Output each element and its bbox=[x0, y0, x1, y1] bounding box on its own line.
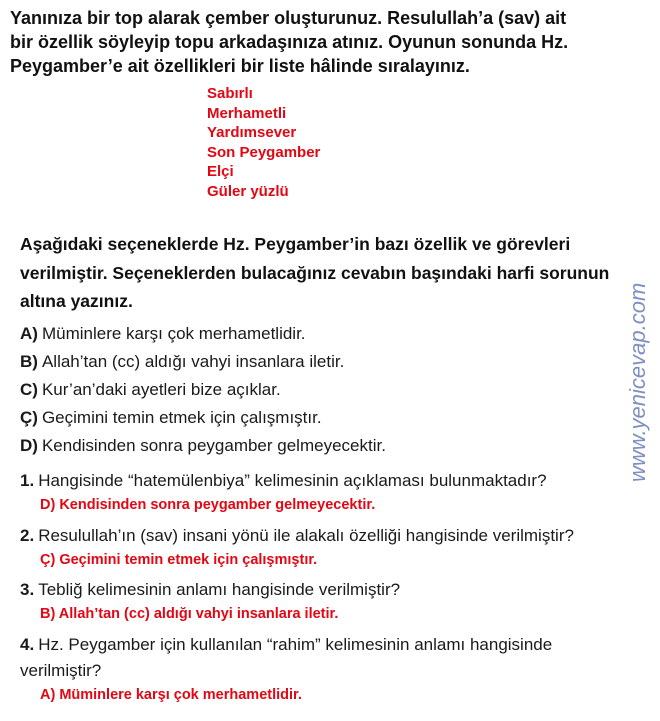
option-item bbox=[20, 432, 386, 460]
options-list bbox=[20, 320, 386, 460]
question-number: 4. bbox=[20, 635, 35, 654]
option-item bbox=[20, 348, 386, 376]
trait-item: Güler yüzlü bbox=[207, 182, 289, 200]
question-text: Hz. Peygamber için kullanılan “rahim” kelimesinin anlamı hangisinde verilmiştir? bbox=[20, 635, 553, 680]
trait-item: Merhametli bbox=[207, 104, 287, 122]
question-1 bbox=[20, 468, 615, 516]
question-number: 3. bbox=[20, 580, 35, 599]
question-3 bbox=[20, 577, 615, 625]
traits-list bbox=[207, 84, 320, 201]
question-number: 2. bbox=[20, 526, 35, 545]
option-text: Kur’an’daki ayetleri bize açıklar. bbox=[41, 380, 281, 399]
option-letter: C) bbox=[20, 380, 38, 399]
option-text: Geçimini temin etmek için çalışmıştır. bbox=[41, 408, 322, 427]
option-item bbox=[20, 376, 386, 404]
trait-item: Elçi bbox=[207, 163, 234, 180]
question-number: 1. bbox=[20, 471, 35, 490]
task-instructions: Aşağıdaki seçeneklerde Hz. Peygamber’in bazı özellik ve görevleri verilmiştir. Seçeneklerden bulacağınız cevabın başındaki harfi sorunun altına yazınız. bbox=[20, 234, 610, 311]
question-text: Hangisinde “hatemülenbiya” kelimesinin açıklaması bulunmaktadır? bbox=[38, 471, 547, 490]
option-item bbox=[20, 320, 386, 348]
option-letter: D) bbox=[20, 436, 38, 455]
question-2 bbox=[20, 523, 615, 571]
question-4 bbox=[20, 632, 615, 706]
watermark-text: www.yenicevap.com bbox=[625, 282, 650, 482]
trait-item: Sabırlı bbox=[207, 85, 253, 102]
watermark bbox=[620, 250, 656, 485]
question-text: Tebliğ kelimesinin anlamı hangisinde verilmiştir? bbox=[38, 580, 401, 599]
question-answer: D) Kendisinden sonra peygamber gelmeyecektir. bbox=[40, 497, 376, 513]
option-item bbox=[20, 404, 386, 432]
trait-item: Yardımsever bbox=[207, 124, 297, 141]
option-text: Müminlere karşı çok merhametlidir. bbox=[41, 324, 306, 343]
option-letter: B) bbox=[20, 352, 38, 371]
question-answer: A) Müminlere karşı çok merhametlidir. bbox=[40, 687, 302, 703]
intro-paragraph: Yanınıza bir top alarak çember oluşturunuz. Resulullah’a (sav) ait bir özellik söyleyip topu arkadaşınıza atınız. Oyunun sonunda Hz. Peygamber’e ait özellikleri bir liste hâlinde sıralayınız. bbox=[10, 8, 569, 76]
option-letter: Ç) bbox=[20, 408, 38, 427]
question-answer: Ç) Geçimini temin etmek için çalışmıştır. bbox=[40, 552, 318, 568]
option-text: Kendisinden sonra peygamber gelmeyecektir. bbox=[41, 436, 386, 455]
option-text: Allah’tan (cc) aldığı vahyi insanlara iletir. bbox=[41, 352, 345, 371]
trait-item: Son Peygamber bbox=[207, 143, 321, 161]
question-answer: B) Allah’tan (cc) aldığı vahyi insanlara iletir. bbox=[40, 606, 339, 622]
option-letter: A) bbox=[20, 324, 38, 343]
question-text: Resulullah’ın (sav) insani yönü ile alakalı özelliği hangisinde verilmiştir? bbox=[38, 526, 574, 545]
